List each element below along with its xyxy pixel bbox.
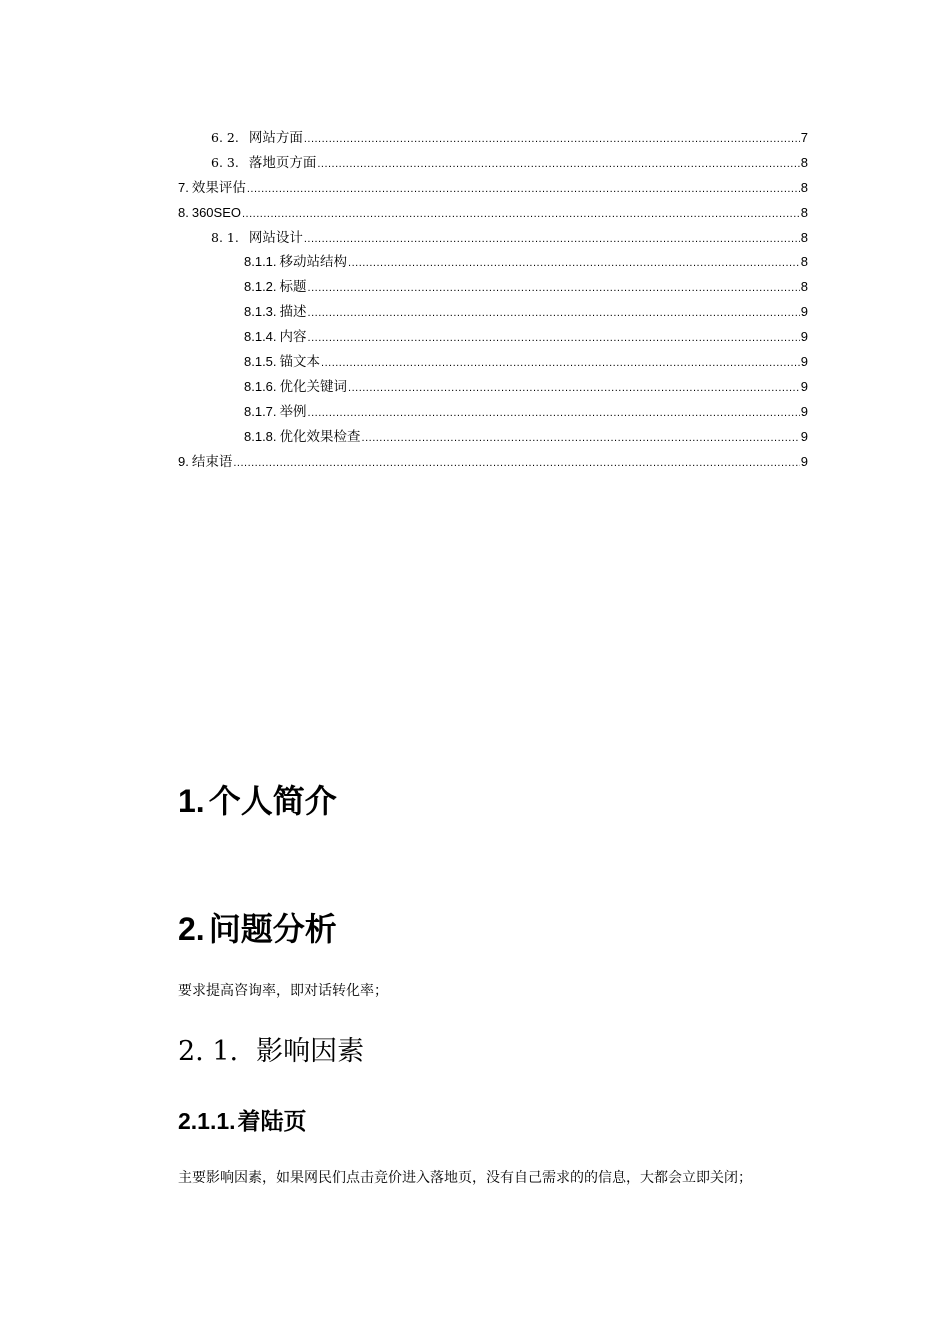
toc-entry-number: 8.1.2.	[244, 279, 277, 295]
toc-entry[interactable]	[178, 375, 808, 400]
toc-entry[interactable]	[178, 126, 808, 151]
toc-dot-leader	[242, 202, 800, 227]
heading-number: 2.	[178, 911, 205, 947]
toc-entry-number: 6. 2.	[211, 130, 239, 145]
toc-dot-leader	[308, 401, 800, 426]
toc-entry-page-number: 8	[800, 254, 808, 270]
toc-entry[interactable]	[178, 350, 808, 375]
toc-entry[interactable]	[178, 300, 808, 325]
toc-dot-leader	[304, 127, 800, 152]
toc-dot-leader	[317, 152, 799, 177]
toc-dot-leader	[308, 301, 800, 326]
toc-entry-page-number: 9	[800, 304, 808, 320]
toc-entry-number: 8. 1.	[211, 229, 239, 245]
heading-personal-intro	[178, 781, 337, 821]
toc-entry[interactable]	[178, 250, 808, 275]
toc-entry-title: 内容	[279, 329, 307, 346]
toc-entry[interactable]	[178, 450, 808, 475]
toc-dot-leader	[304, 227, 800, 252]
toc-entry-title: 落地页方面	[248, 154, 317, 171]
toc-entry-title: 效果评估	[191, 179, 246, 196]
toc-entry-number: 8.	[178, 204, 189, 220]
toc-entry[interactable]	[178, 325, 808, 350]
toc-entry-title: 网站设计	[248, 229, 303, 246]
toc-entry-page-number: 8	[800, 229, 808, 245]
toc-dot-leader	[308, 276, 800, 301]
toc-entry-page-number: 9	[800, 428, 808, 444]
heading-problem-analysis	[178, 909, 337, 949]
toc-dot-leader	[362, 426, 800, 451]
toc-dot-leader	[348, 376, 800, 401]
toc-entry-number: 8.1.3.	[244, 304, 277, 320]
toc-dot-leader	[348, 251, 800, 276]
toc-entry-page-number: 8	[800, 204, 808, 220]
heading-number: 2.1.1.	[178, 1108, 236, 1134]
toc-dot-leader	[321, 351, 800, 376]
toc-entry-number: 8.1.4.	[244, 329, 277, 345]
toc-entry-page-number: 7	[800, 130, 808, 145]
toc-entry-title: 优化效果检查	[279, 428, 361, 445]
toc-dot-leader	[233, 451, 799, 476]
toc-entry[interactable]	[178, 275, 808, 300]
paragraph-analysis: 要求提高咨询率，即对话转化率；	[178, 983, 388, 999]
toc-entry-page-number: 9	[800, 354, 808, 370]
toc-entry-number: 6. 3.	[211, 154, 239, 170]
heading-text: 个人简介	[208, 782, 337, 820]
toc-entry-number: 8.1.5.	[244, 354, 277, 370]
paragraph-text: ，如果网民们点击竞价进入落地页，没有自己需求的的信息，大都会立即关闭；	[262, 1170, 752, 1186]
toc-entry[interactable]	[178, 226, 808, 251]
heading-influencing-factors	[178, 1034, 364, 1070]
heading-text: 影响因素	[256, 1036, 365, 1067]
toc-dot-leader	[308, 326, 800, 351]
toc-entry-title: 优化关键词	[279, 378, 348, 395]
toc-entry-page-number: 8	[800, 179, 808, 195]
table-of-contents	[178, 126, 808, 474]
toc-entry-number: 9.	[178, 453, 189, 469]
emphasis-text: 主要影响因素	[178, 1170, 262, 1186]
toc-entry[interactable]	[178, 176, 808, 201]
toc-entry-number: 7.	[178, 179, 189, 195]
toc-entry-number: 8.1.7.	[244, 403, 277, 419]
toc-entry-page-number: 9	[800, 378, 808, 394]
toc-entry-page-number: 9	[800, 403, 808, 419]
toc-entry[interactable]	[178, 201, 808, 226]
toc-entry-number: 8.1.1.	[244, 254, 277, 270]
toc-entry[interactable]	[178, 400, 808, 425]
toc-entry-page-number: 8	[800, 154, 808, 170]
heading-text: 着陆页	[237, 1109, 307, 1135]
toc-dot-leader	[247, 177, 800, 202]
toc-entry-title: 举例	[279, 403, 307, 420]
toc-entry[interactable]	[178, 425, 808, 450]
toc-entry-title: 结束语	[191, 453, 233, 470]
toc-entry-number: 8.1.6.	[244, 378, 277, 394]
toc-entry-title: 描述	[279, 304, 307, 321]
toc-entry-title: 移动站结构	[279, 254, 348, 271]
heading-text: 问题分析	[208, 910, 337, 948]
toc-entry-page-number: 8	[800, 279, 808, 295]
heading-number: 1.	[178, 783, 205, 819]
paragraph-landing-page	[144, 1166, 808, 1191]
toc-entry-number: 8.1.8.	[244, 428, 277, 444]
heading-landing-page	[178, 1106, 307, 1137]
toc-entry-title: 标题	[279, 279, 307, 296]
toc-entry[interactable]	[178, 151, 808, 176]
toc-entry-title: 网站方面	[248, 130, 303, 146]
toc-entry-title: 锚文本	[279, 354, 321, 371]
toc-entry-title: 360SEO	[191, 204, 241, 220]
heading-number: 2. 1.	[178, 1036, 239, 1067]
toc-entry-page-number: 9	[800, 453, 808, 469]
toc-entry-page-number: 9	[800, 329, 808, 345]
